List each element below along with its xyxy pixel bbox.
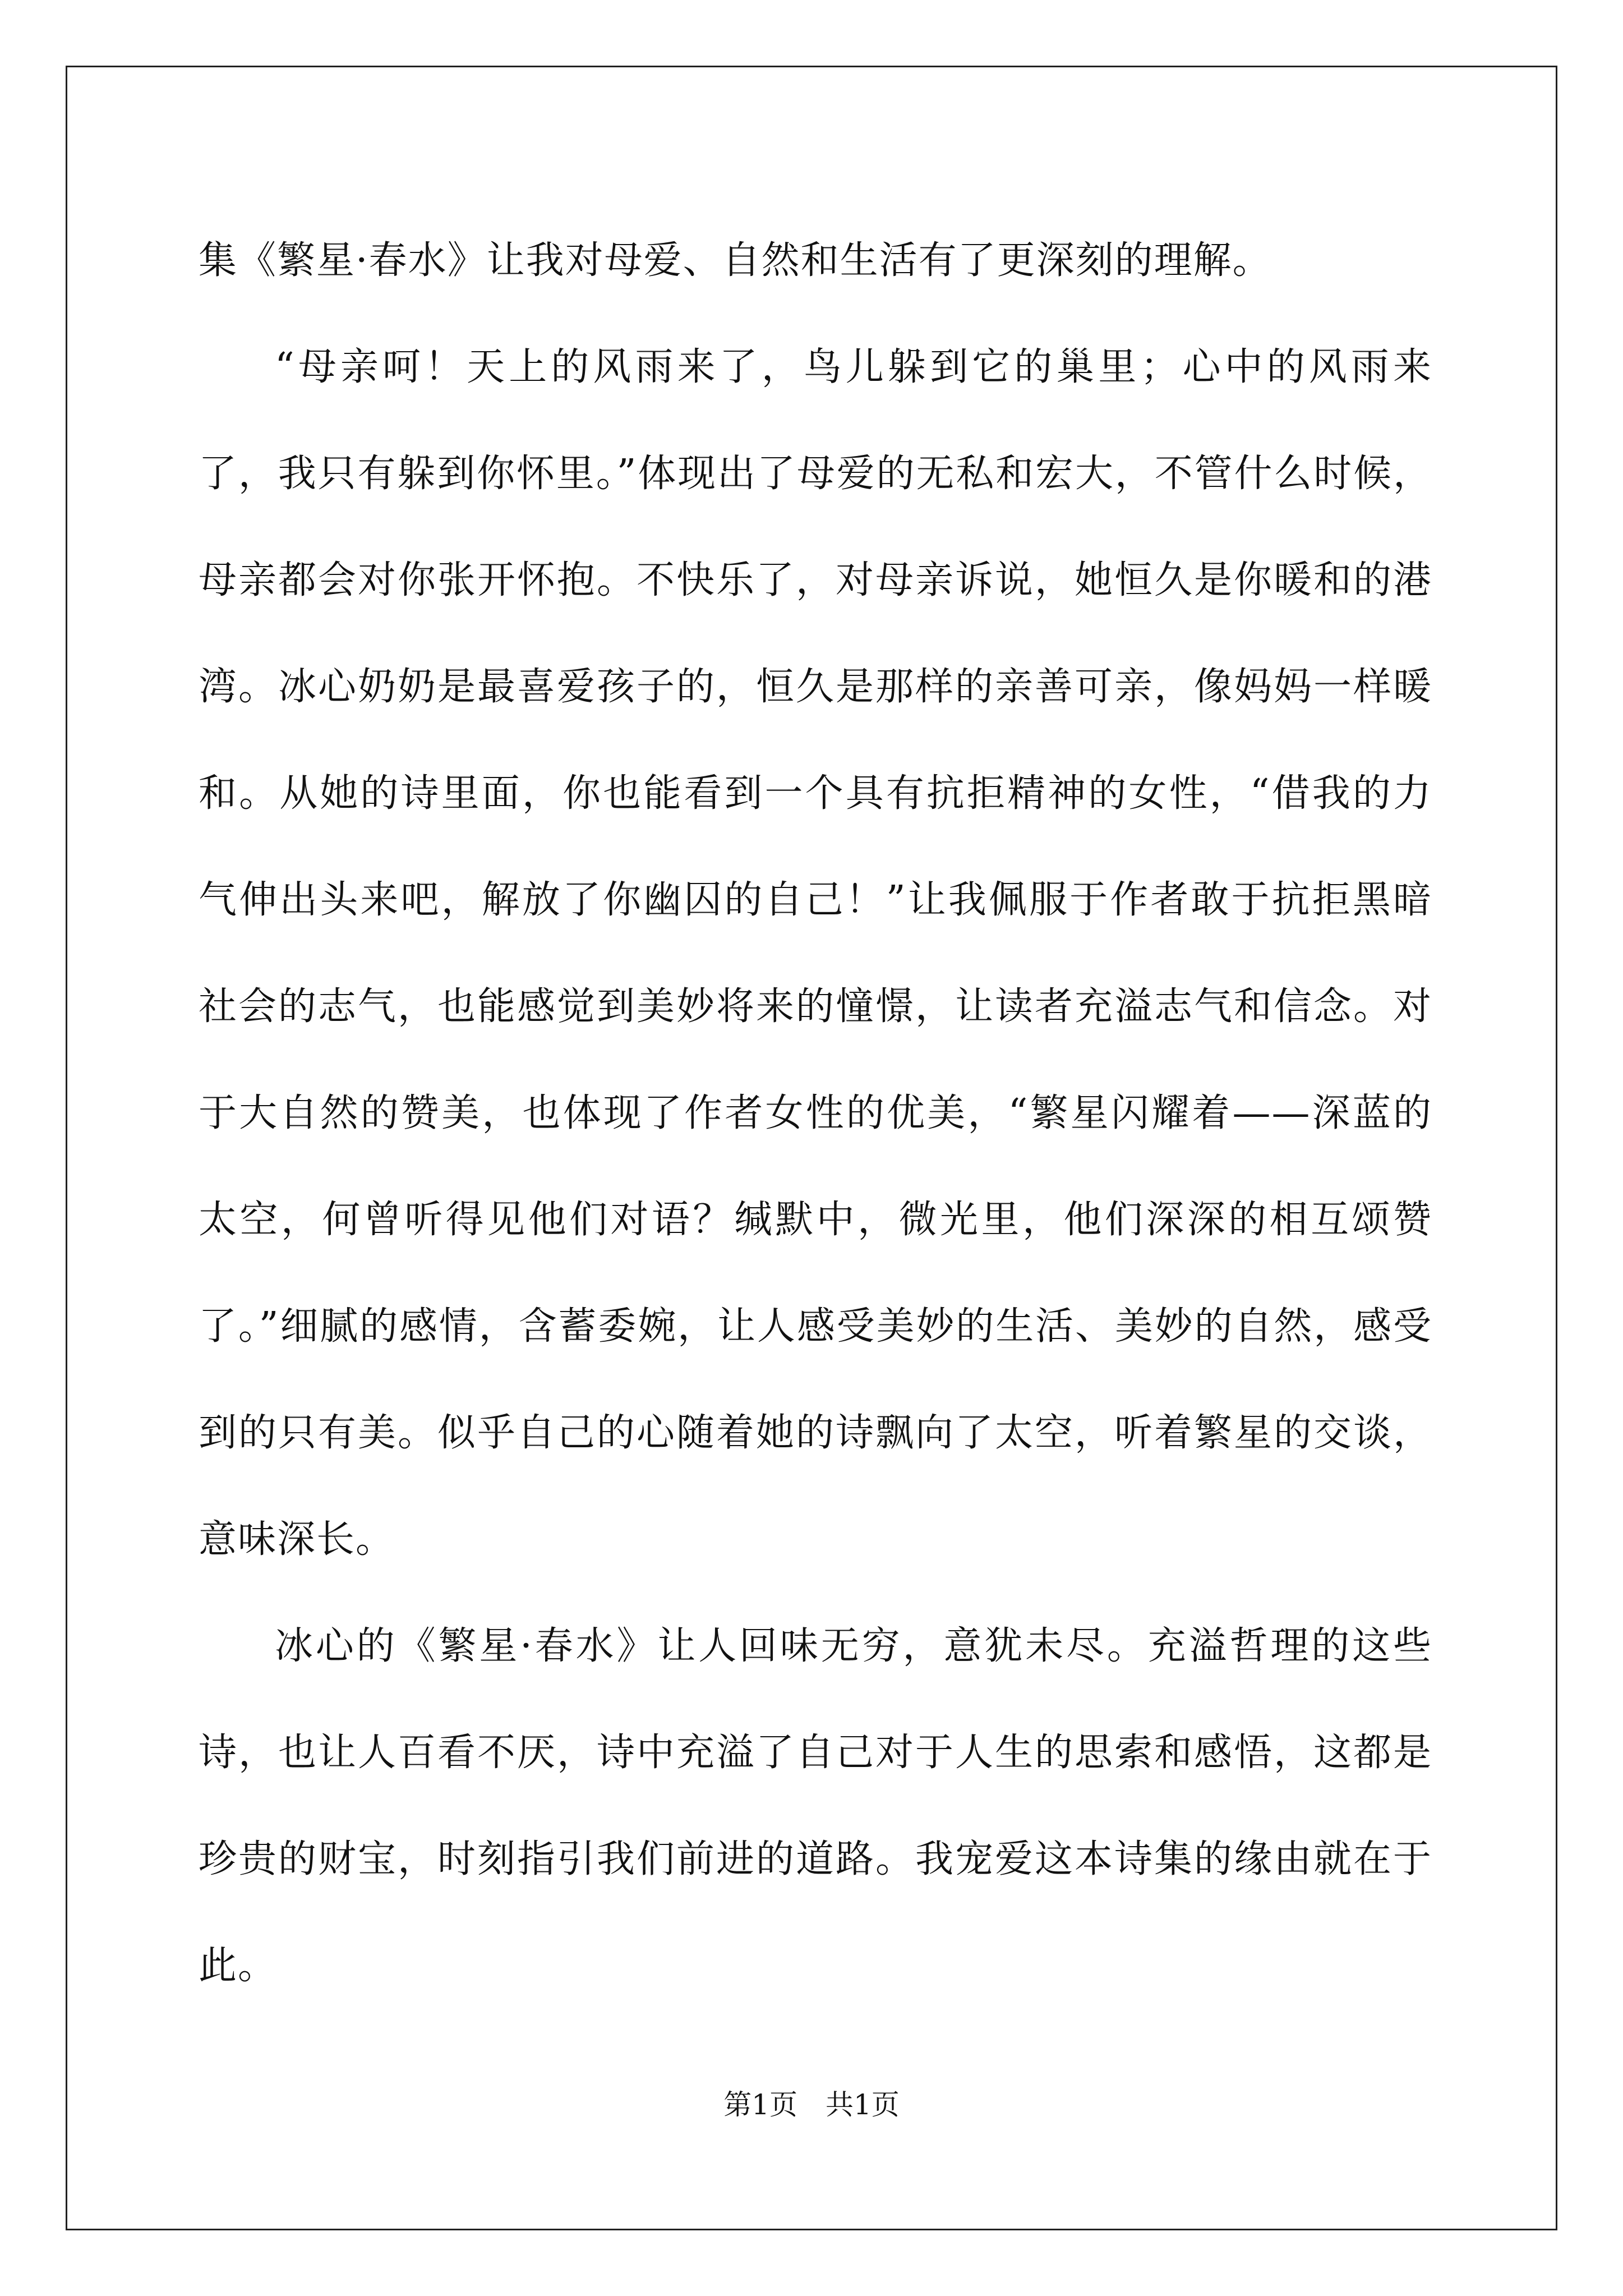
paragraph-3: 冰心的《繁星·春水》让人回味无穷，意犹未尽。充溢哲理的这些诗，也让人百看不厌，诗中充溢了自己对于人生的思索和感悟，这都是珍贵的财宝，时刻指引我们前进的道路。我宠爱这本诗集的缘由就在于此。: [199, 1624, 1432, 1988]
page-footer: 第1页 共1页: [723, 2088, 900, 2121]
paragraph-2: “母亲呵！天上的风雨来了，鸟儿躲到它的巢里；心中的风雨来了，我只有躲到你怀里。”体现出了母爱的无私和宏大，不管什么时候，母亲都会对你张开怀抱。不快乐了，对母亲诉说，她恒久是你暖和的港湾。冰心奶奶是最喜爱孩子的，恒久是那样的亲善可亲，像妈妈一样暖和。从她的诗里面，你也能看到一个具有抗拒精神的女性，“借我的力气伸出头来吧，解放了你幽囚的自己！”让我佩服于作者敢于抗拒黑暗社会的志气，也能感觉到美妙将来的憧憬，让读者充溢志气和信念。对于大自然的赞美，也体现了作者女性的优美，“繁星闪耀着——深蓝的太空，何曾听得见他们对语？缄默中，微光里，他们深深的相互颂赞了。”细腻的感情，含蓄委婉，让人感受美妙的生活、美妙的自然，感受到的只有美。似乎自己的心随着她的诗飘向了太空，听着繁星的交谈，意味深长。: [199, 345, 1432, 1562]
paragraph-1: 集《繁星·春水》让我对母爱、自然和生活有了更深刻的理解。: [199, 238, 1272, 283]
document-body: [199, 208, 1432, 2019]
